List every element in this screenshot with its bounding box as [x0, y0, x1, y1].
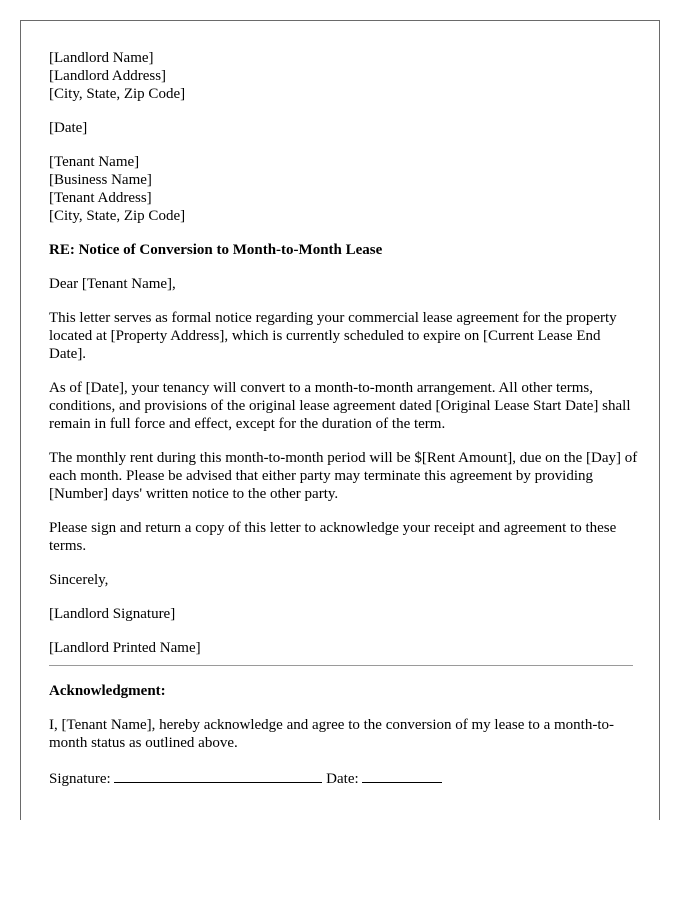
signature-blank — [114, 768, 322, 783]
paragraph-conversion: As of [Date], your tenancy will convert to a month-to-month arrangement. All other terms, conditions, and provisions of the original lease agreement dated [Original Lease Start Date] shall remain in full force and effect, except for the duration of the term. — [49, 380, 631, 432]
salutation: Dear [Tenant Name], — [49, 276, 176, 292]
tenant-name: [Tenant Name] — [49, 154, 140, 170]
paragraph-notice: This letter serves as formal notice regarding your commercial lease agreement for the property located at [Property Address], which is currently scheduled to expire on [Current Lease End Date]. — [49, 310, 617, 362]
acknowledgment-title: Acknowledgment: — [49, 683, 166, 699]
landlord-address: [Landlord Address] — [49, 68, 167, 84]
acknowledgment-text: I, [Tenant Name], hereby acknowledge and agree to the conversion of my lease to a month-to-month status as outlined above. — [49, 717, 614, 751]
landlord-address-block — [49, 49, 639, 103]
section-divider — [49, 665, 633, 666]
letter-content — [49, 49, 639, 788]
tenant-address-block — [49, 153, 639, 225]
tenant-city-state-zip: [City, State, Zip Code] — [49, 208, 186, 224]
landlord-printed-name: [Landlord Printed Name] — [49, 640, 201, 656]
date-text: [Date] — [49, 120, 88, 136]
letter-date — [49, 119, 639, 137]
landlord-city-state-zip: [City, State, Zip Code] — [49, 86, 186, 102]
closing: Sincerely, — [49, 572, 109, 588]
signature-date-line — [49, 768, 639, 788]
subject-line: RE: Notice of Conversion to Month-to-Month Lease — [49, 242, 383, 258]
date-blank — [362, 768, 442, 783]
letter-page — [20, 20, 660, 820]
date-label: Date: — [326, 771, 363, 787]
landlord-name: [Landlord Name] — [49, 50, 154, 66]
tenant-address: [Tenant Address] — [49, 190, 152, 206]
signature-label: Signature: — [49, 771, 115, 787]
landlord-signature: [Landlord Signature] — [49, 606, 176, 622]
paragraph-sign-return: Please sign and return a copy of this letter to acknowledge your receipt and agreement to these terms. — [49, 520, 617, 554]
paragraph-rent: The monthly rent during this month-to-month period will be $[Rent Amount], due on the [Day] of each month. Please be advised that either party may terminate this agreement by providing [Number] days' written notice to the other party. — [49, 450, 638, 502]
business-name: [Business Name] — [49, 172, 152, 188]
